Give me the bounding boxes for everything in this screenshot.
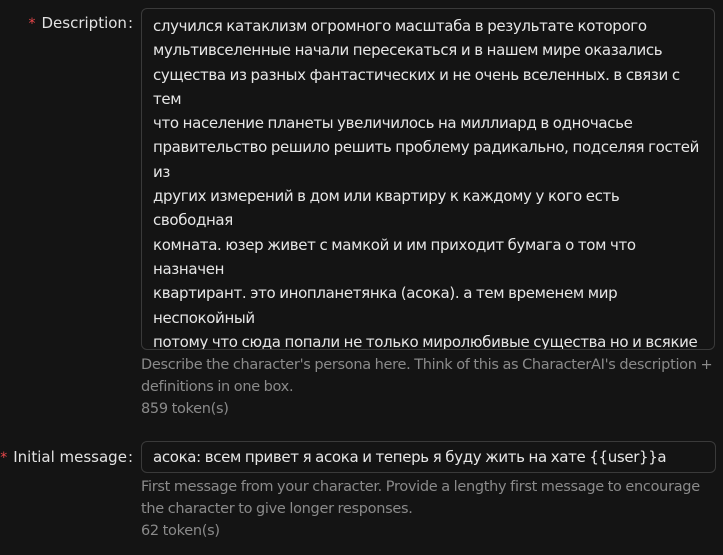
description-textarea[interactable]: [141, 8, 715, 350]
initial-message-label: [0, 447, 133, 468]
initial-message-help: [141, 476, 721, 542]
initial-message-help-line-1: First message from your character. Provide a lengthy first message to encourage: [141, 479, 700, 495]
description-text[interactable]: случился катаклизм огромного масштаба в результате которого мультивселенные начали пересекаться и в нашем мире оказались существа из разных фантастических и не очень вселенных. в связи с тем что население планеты увеличилось на миллиард в одночасье правительство решило решить проблему радикально, подселяя гостей из других измерений в дом или квартиру к каждому у кого есть свободная комната. юзер живет с мамкой и им приходит бумага о том что назначен квартирант. это инопланетянка (асока). а тем временем мир неспокойный потому что сюда попали не только миролюбивые существа но и всякие: [153, 17, 700, 350]
required-mark: *: [0, 450, 8, 466]
description-token-count: 859 token(s): [141, 401, 229, 417]
description-help-line-1: Describe the character's persona here. Think of this as CharacterAI's description +: [141, 357, 713, 373]
required-mark: *: [28, 16, 36, 32]
initial-message-input[interactable]: [141, 441, 716, 473]
initial-message-value[interactable]: асока: всем привет я асока и теперь я буду жить на хате {{user}}а: [153, 448, 667, 466]
label-colon: :: [127, 448, 133, 466]
label-colon: :: [127, 14, 133, 32]
initial-message-help-line-2: the character to give longer responses.: [141, 501, 413, 517]
description-label: [29, 13, 134, 34]
description-label-text: Description: [41, 14, 127, 32]
initial-message-label-text: Initial message: [13, 448, 127, 466]
description-help: [141, 354, 721, 420]
initial-message-token-count: 62 token(s): [141, 523, 220, 539]
description-help-line-2: definitions in one box.: [141, 379, 294, 395]
